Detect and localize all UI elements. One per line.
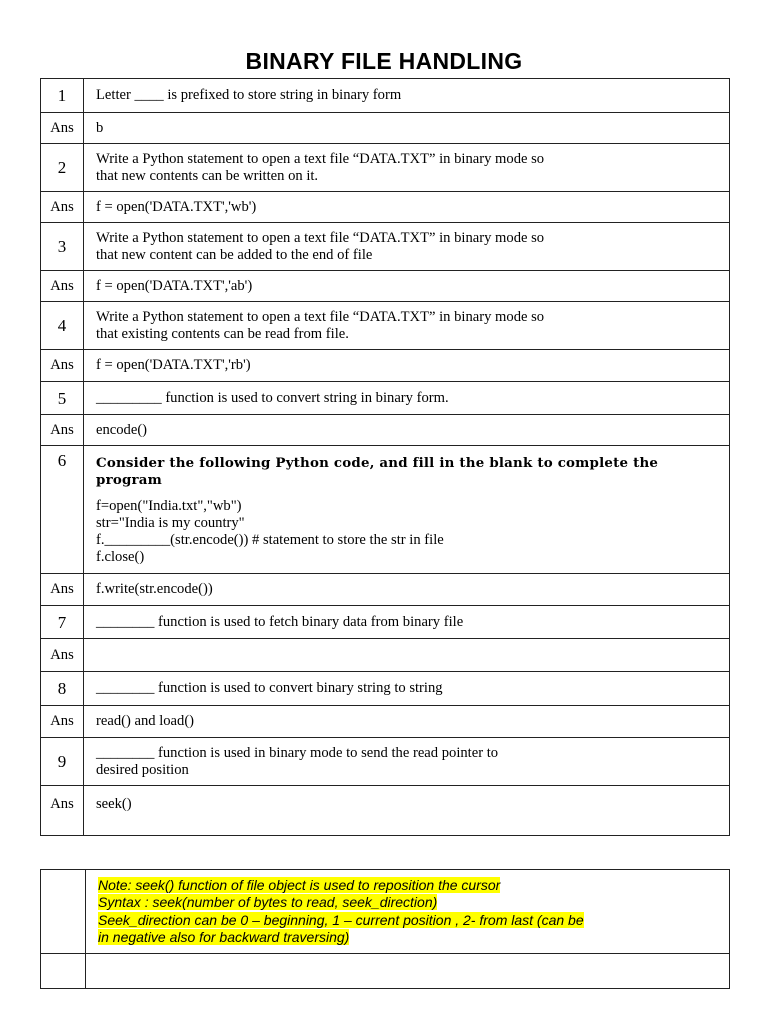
note-text: in negative also for backward traversing)	[98, 928, 350, 945]
ans-label: Ans	[41, 574, 84, 606]
code-snippet	[96, 498, 729, 566]
question-line: that new content can be added to the end of file	[96, 246, 373, 263]
question-row-7	[41, 606, 730, 639]
ans-label: Ans	[41, 192, 84, 223]
question-text: Letter ____ is prefixed to store string in binary form	[84, 79, 730, 113]
question-number: 1	[41, 79, 84, 113]
question-text	[84, 223, 730, 271]
page-title: BINARY FILE HANDLING	[245, 48, 523, 74]
answer-text: seek()	[84, 786, 730, 836]
ans-label: Ans	[41, 113, 84, 144]
code-line: f=open("India.txt","wb")	[96, 498, 242, 514]
question-row-1	[41, 79, 730, 113]
question-row-2	[41, 144, 730, 192]
answer-row-3	[41, 271, 730, 302]
question-number: 5	[41, 382, 84, 415]
question-number: 6	[41, 446, 84, 574]
answer-row-6	[41, 574, 730, 606]
answer-text: f = open('DATA.TXT','ab')	[84, 271, 730, 302]
question-line: ________ function is used in binary mode to send the read pointer to	[96, 744, 499, 761]
ans-label: Ans	[41, 706, 84, 738]
note-box	[86, 870, 730, 954]
ans-label: Ans	[41, 350, 84, 382]
answer-text	[84, 639, 730, 672]
note-line	[98, 912, 729, 929]
code-line: f.close()	[96, 549, 145, 565]
question-number: 7	[41, 606, 84, 639]
question-row-9	[41, 738, 730, 786]
answer-row-4	[41, 350, 730, 382]
answer-text: f = open('DATA.TXT','rb')	[84, 350, 730, 382]
ans-label: Ans	[41, 786, 84, 836]
note-text: Note: seek() function of file object is used to reposition the cursor	[98, 876, 501, 893]
question-number: 4	[41, 302, 84, 350]
question-line: desired position	[96, 761, 189, 778]
question-text: ________ function is used to convert binary string to string	[84, 672, 730, 706]
qa-table	[40, 78, 730, 836]
question-row-6	[41, 446, 730, 574]
question-line: that new contents can be written on it.	[96, 167, 319, 184]
answer-row-8	[41, 706, 730, 738]
note-table	[40, 869, 730, 989]
question-text	[84, 144, 730, 192]
note-line	[98, 929, 729, 946]
answer-text: f.write(str.encode())	[84, 574, 730, 606]
answer-text: read() and load()	[84, 706, 730, 738]
empty-row	[41, 954, 730, 989]
question-text	[84, 302, 730, 350]
question-number: 2	[41, 144, 84, 192]
question-text	[84, 738, 730, 786]
question-number: 8	[41, 672, 84, 706]
question-text	[84, 446, 730, 574]
ans-label: Ans	[41, 415, 84, 446]
question-row-5	[41, 382, 730, 415]
answer-row-9	[41, 786, 730, 836]
question-line: Write a Python statement to open a text file “DATA.TXT” in binary mode so	[96, 150, 545, 167]
question-heading: Consider the following Python code, and fill in the blank to complete the	[96, 455, 659, 471]
question-row-8	[41, 672, 730, 706]
note-text: Syntax : seek(number of bytes to read, seek_direction)	[98, 894, 438, 911]
question-line: that existing contents can be read from file.	[96, 325, 349, 342]
ans-label: Ans	[41, 639, 84, 672]
answer-row-7	[41, 639, 730, 672]
question-number: 9	[41, 738, 84, 786]
answer-row-1	[41, 113, 730, 144]
answer-row-2	[41, 192, 730, 223]
ans-label: Ans	[41, 271, 84, 302]
note-row	[41, 870, 730, 954]
question-text: ________ function is used to fetch binary data from binary file	[84, 606, 730, 639]
code-line: str="India is my country"	[96, 515, 245, 531]
question-line: Write a Python statement to open a text file “DATA.TXT” in binary mode so	[96, 229, 545, 246]
question-row-3	[41, 223, 730, 271]
answer-text: b	[84, 113, 730, 144]
code-line: f._________(str.encode()) # statement to store the str in file	[96, 532, 444, 548]
question-line: Write a Python statement to open a text file “DATA.TXT” in binary mode so	[96, 308, 545, 325]
question-row-4	[41, 302, 730, 350]
answer-row-5	[41, 415, 730, 446]
answer-text: encode()	[84, 415, 730, 446]
question-text: _________ function is used to convert string in binary form.	[84, 382, 730, 415]
question-heading: program	[96, 472, 163, 488]
answer-text: f = open('DATA.TXT','wb')	[84, 192, 730, 223]
note-line	[98, 894, 729, 911]
question-number: 3	[41, 223, 84, 271]
note-line	[98, 877, 729, 894]
note-text: Seek_direction can be 0 – beginning, 1 – current position , 2- from last (can be	[98, 911, 584, 928]
